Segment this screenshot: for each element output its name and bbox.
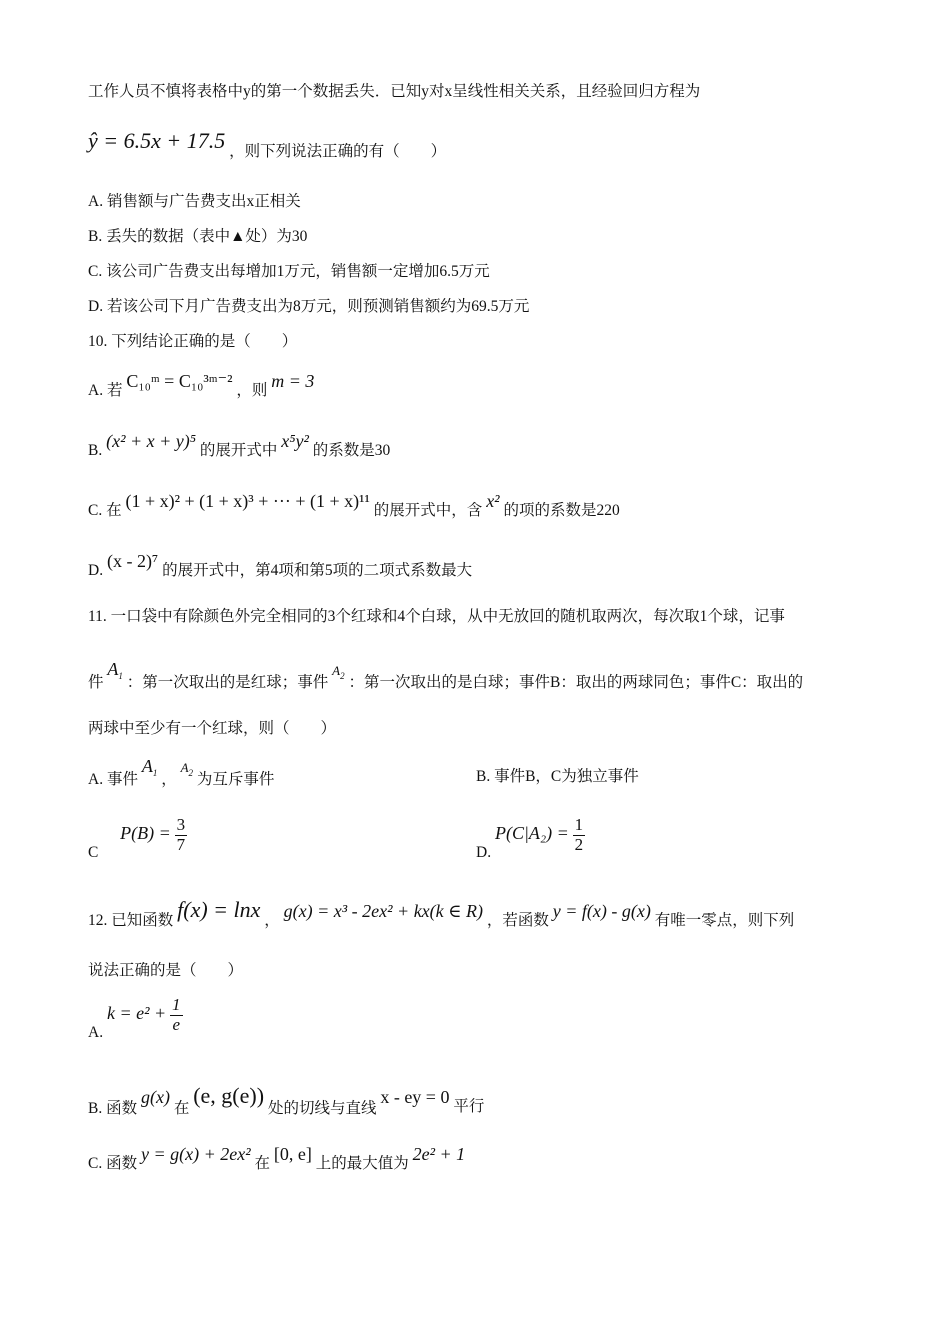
q11-a-event2: $A_2$ — [180, 760, 194, 778]
q12-b-point: (e, g(e)) — [193, 1083, 265, 1108]
q10-option-d — [88, 551, 473, 579]
q11-option-b: B. 事件B，C为独立事件 — [476, 768, 639, 785]
q12-stem-prefix: 12. 已知函数 — [88, 912, 174, 929]
q10-stem: 10. 下列结论正确的是（ ） — [88, 333, 298, 350]
q9-option-d: D. 若该公司下月广告费支出为8万元，则预测销售额约为69.5万元 — [88, 298, 530, 315]
q10-b-prefix: B. — [88, 442, 103, 459]
intro-line-1 — [88, 84, 700, 100]
q11-c-fraction — [175, 816, 188, 854]
q9-option-b: B. 丢失的数据（表中▲处）为30 — [88, 228, 308, 245]
q11-d-denominator: 2 — [574, 834, 584, 854]
q10-b-expression: (x² + x + y)⁵ — [106, 431, 196, 451]
q11-a-prefix: A. 事件 — [88, 771, 138, 788]
intro-line-2 — [88, 128, 447, 160]
q12-option-a — [88, 995, 183, 1041]
q12-c-value: 2e² + 1 — [412, 1144, 466, 1164]
q10-c-prefix: C. 在 — [88, 502, 122, 519]
q11-a-sep: ， — [161, 771, 177, 788]
q12-f-definition: f(x) = lnx — [177, 897, 261, 922]
q12-a-equation: k = e² + — [106, 1002, 167, 1023]
q11-a-event1: $A_1$ — [141, 756, 158, 778]
q10-c-expression: (1 + x)² + (1 + x)³ + ··· + (1 + x)¹¹ — [125, 491, 370, 511]
q12-a-numerator: 1 — [172, 995, 181, 1014]
q12-sep: ， — [264, 912, 280, 929]
q11-c-numerator: 3 — [176, 815, 186, 834]
regression-equation: ŷ = 6.5x + 17.5 — [88, 128, 226, 153]
q11-c-prefix: C — [88, 843, 99, 861]
q10-c-term: x² — [486, 491, 500, 511]
event-a1: $A_1$ — [107, 659, 123, 681]
q10-d-suffix: 的展开式中，第4项和第5项的二项式系数最大 — [162, 562, 473, 579]
q11-stem-line-1: 11. 一口袋中有除颜色外完全相同的3个红球和4个白球，从中无放回的随机取两次，每次取1个球，记事 — [88, 608, 785, 625]
q10-option-b — [88, 431, 391, 459]
q11-stem-line-3: 两球中至少有一个红球，则（ ） — [88, 720, 337, 737]
q12-c-at: 在 — [254, 1155, 270, 1172]
q10-a-prefix: A. 若 — [88, 382, 123, 399]
q12-b-suffix: 平行 — [453, 1098, 485, 1115]
q12-c-prefix: C. 函数 — [88, 1155, 138, 1172]
q11-option-a — [88, 756, 275, 788]
q11-stem-b: ：第一次取出的是红球；事件 — [126, 674, 329, 691]
q12-a-fraction — [170, 996, 183, 1034]
q12-option-c — [88, 1144, 466, 1172]
q11-option-c — [88, 815, 187, 861]
q12-c-function: y = g(x) + 2ex² — [140, 1144, 251, 1164]
q10-c-mid: 的展开式中，含 — [373, 502, 483, 519]
q10-c-suffix: 的项的系数是220 — [503, 502, 620, 519]
q11-d-fraction — [573, 816, 586, 854]
q10-b-mid: 的展开式中 — [199, 442, 278, 459]
q9-option-a: A. 销售额与广告费支出x正相关 — [88, 193, 301, 210]
q10-a-mid: ，则 — [236, 382, 268, 399]
q11-c-denominator: 7 — [176, 834, 186, 854]
q12-b-at: 在 — [173, 1100, 190, 1117]
q12-option-b — [88, 1083, 485, 1117]
q10-b-suffix: 的系数是30 — [312, 442, 391, 459]
q10-a-equation: C₁₀ᵐ = C₁₀³ᵐ⁻² — [126, 371, 233, 391]
q12-stem-line-1 — [88, 897, 795, 929]
q10-a-result: m = 3 — [271, 371, 315, 391]
q10-d-prefix: D. — [88, 562, 104, 579]
q11-stem-line-2 — [88, 659, 804, 691]
q12-b-line: x - ey = 0 — [380, 1087, 450, 1107]
q12-stem-line-2: 说法正确的是（ ） — [88, 962, 244, 979]
q11-d-equation: P(C|A₂) = — [494, 822, 569, 843]
q10-option-c — [88, 491, 620, 519]
q12-y-definition: y = f(x) - g(x) — [552, 901, 651, 921]
q12-mid: ，若函数 — [486, 912, 549, 929]
q12-b-mid: 处的切线与直线 — [267, 1100, 377, 1117]
q12-a-denominator: e — [172, 1014, 181, 1034]
q10-b-term: x⁵y² — [281, 431, 309, 451]
q11-c-equation: P(B) = — [120, 822, 171, 843]
q9-option-c: C. 该公司广告费支出每增加1万元，销售额一定增加6.5万元 — [88, 263, 490, 280]
q12-b-function: g(x) — [140, 1087, 170, 1107]
q11-d-prefix: D. — [476, 843, 492, 861]
intro-text: 工作人员不慎将表格中y的第一个数据丢失．已知y对x呈线性相关关系，且经验回归方程为 — [88, 83, 701, 100]
event-a2: $A_2$ — [332, 663, 345, 681]
q12-b-prefix: B. 函数 — [88, 1100, 138, 1117]
q12-a-prefix: A. — [88, 1023, 104, 1041]
q10-d-expression: (x - 2)⁷ — [106, 551, 159, 571]
q11-stem-c: ：第一次取出的是白球；事件B：取出的两球同色；事件C：取出的 — [348, 674, 804, 691]
q11-stem-a: 件 — [88, 674, 104, 691]
q12-g-definition: g(x) = x³ - 2ex² + kx(k ∈ R) — [283, 901, 483, 921]
q11-d-numerator: 1 — [574, 815, 584, 834]
q11-a-suffix: 为互斥事件 — [196, 771, 275, 788]
intro-suffix: ，则下列说法正确的有（ ） — [229, 143, 447, 160]
q12-c-mid: 上的最大值为 — [315, 1155, 409, 1172]
q12-c-interval: [0, e] — [273, 1144, 312, 1164]
q10-option-a — [88, 371, 315, 399]
q11-option-d — [476, 815, 585, 861]
q12-stem-suffix: 有唯一零点，则下列 — [654, 912, 795, 929]
